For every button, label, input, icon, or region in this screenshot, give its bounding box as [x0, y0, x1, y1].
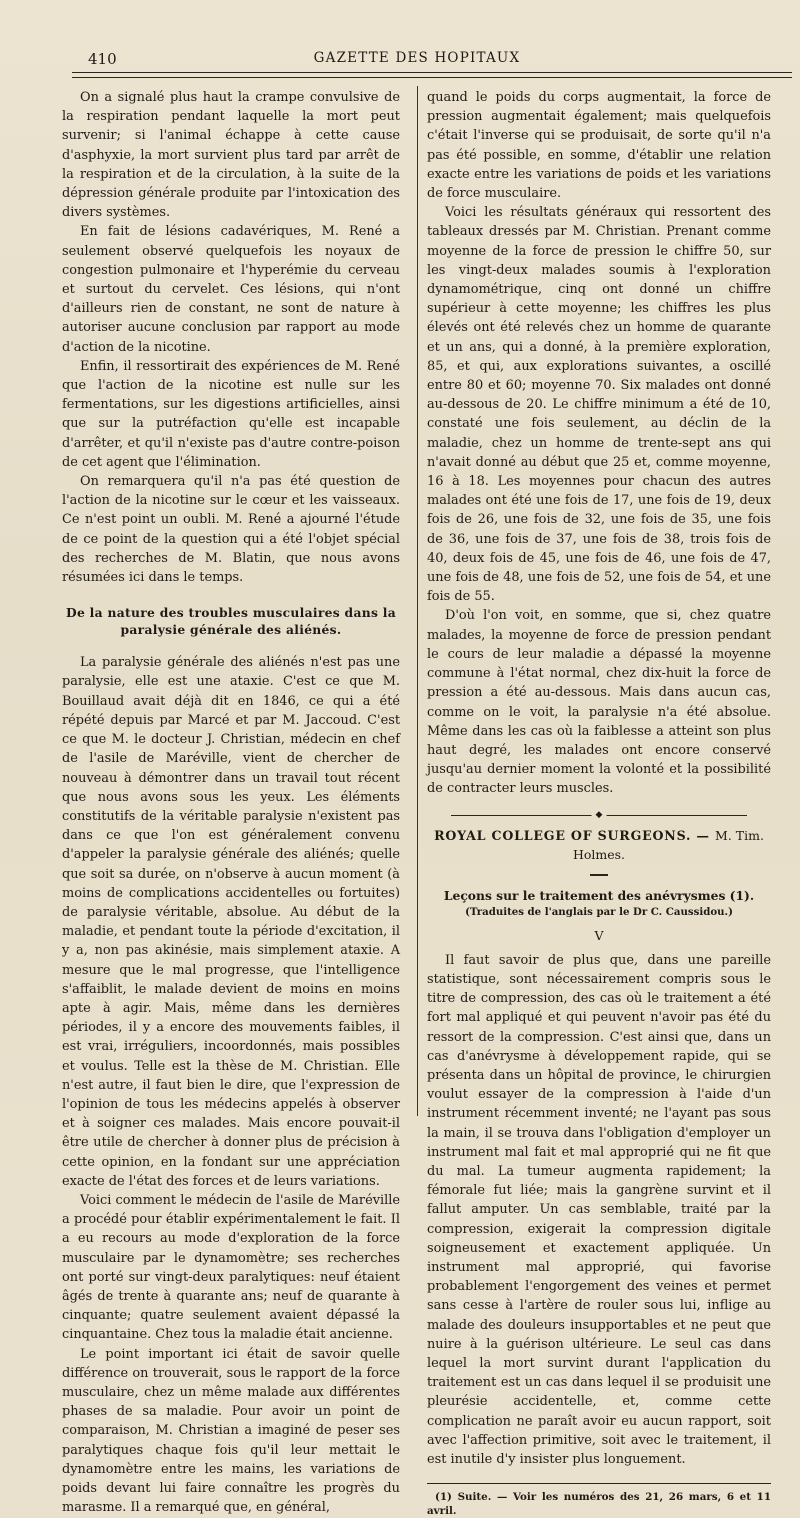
section-title: De la nature des troubles musculaires dans la paralysie générale des aliénés. — [66, 605, 396, 638]
paragraph: Voici les résultats généraux qui ressortent des tableaux dressés par M. Christian. Prenant comme moyenne de la force de pression le chiffre 50, sur les vingt-deux malades soumis à l'exploration dynamométrique, cinq ont donné un chiffre supérieur à cette moyenne; les chiffres les plus élevés ont été relevés chez un homme de quarante et un ans, qui a donné, à la première exploration, 85, et qui, aux explorations suivantes, a oscillé entre 80 et 60; moyenne 70. Six malades ont donné au-dessous de 20. Le chiffre minimum a été de 10, constaté une fois seulement, au déclin de la maladie, chez un homme de trente-sept ans qui n'avait donné au début que 25 et, comme moyenne, 16 à 18. Les moyennes pour chacun des autres malades ont été une fois de 17, une fois de 19, deux fois de 26, une fois de 32, une fois de 35, une fois de 36, une fois de 37, une fois de 38, trois fois de 40, deux fois de 45, une fois de 46, une fois de 47, une fois de 48, une fois de 52, une fois de 54, et une fois de 55. — [427, 205, 771, 605]
diamond-ornament-icon: ◆ — [592, 809, 607, 821]
short-divider — [590, 874, 608, 876]
footnote: (1) Suite. — Voir les numéros des 21, 26 mars, 6 et 11 avril. — [427, 1491, 771, 1518]
page-number: 410 — [88, 50, 117, 68]
college-heading: ROYAL COLLEGE OF SURGEONS. — — [434, 827, 710, 843]
footnote-rule — [427, 1483, 771, 1484]
paragraph: La paralysie générale des aliénés n'est pas une paralysie, elle est une ataxie. C'est ce que M. Bouillaud avait déjà dit en 1846, ce qui a été répété depuis par Marcé et par M. Jaccoud. C'est ce que M. le docteur J. Christian, médecin en chef de l'asile de Maréville, vient de chercher de nouveau à démontrer dans un travail tout récent que nous avons sous les yeux. Les éléments constitutifs de la véritable paralysie n'existent pas dans ce que l'on est généralement convenu d'appeler la paralysie générale des aliénés; quelle que soit sa durée, on n'observe à aucun moment (à moins de complications accidentelles ou fortuites) de paralysie véritable, absolue. Au début de la maladie, et pendant toute la période d'excitation, il y a, non pas akinésie, mais simplement ataxie. A mesure que le mal progresse, que l'intelligence s'affaiblit, le malade devient de moins en moins apte à agir. Mais, même dans les dernières périodes, il y a encore des mouvements faibles, il est vrai, irréguliers, incoordonnés, mais possibles et voulus. Telle est la thèse de M. Christian. Elle n'est autre, il faut bien le dire, que l'expression de l'opinion de tous les médecins appelés à observer et à soigner ces malades. Mais encore pouvait-il être utile de chercher à donner plus de précision à cette opinion, en la fondant sur une appréciation exacte de l'état des forces et de leurs variations. — [62, 655, 400, 1189]
paragraph: On remarquera qu'il n'a pas été question de l'action de la nicotine sur le cœur et les vaisseaux. Ce n'est point un oubli. M. René a ajourné l'étude de ce point de la question qui a été l'objet spécial des recherches de M. Blatin, que nous avons résumées ici dans le temps. — [62, 474, 400, 586]
left-column — [62, 88, 400, 1517]
page-header — [72, 46, 762, 68]
paragraph: Il faut savoir de plus que, dans une pareille statistique, sont nécessairement compris sous le titre de compression, des cas où le traitement a été fort mal appliqué et qui peuvent n'avoir pas été du ressort de la compression. C'est ainsi que, dans un cas d'anévrysme à développement rapide, qui se présenta dans un hôpital de province, le chirurgien voulut essayer de la compression à l'aide d'un instrument récemment inventé; ne l'ayant pas sous la main, il se trouva dans l'obligation d'employer un instrument mal fait et mal approprié qui ne fit que du mal. La tumeur augmenta rapidement; la fémorale fut liée; mais la gangrène survint et il fallut amputer. Un cas semblable, traité par la compression, exigerait la compression digitale soigneusement et exactement appliquée. Un instrument mal approprié, qui favorise probablement l'engorgement des veines et permet sans cesse à l'artère de rouler sous lui, inflige au malade des douleurs insupportables et ne peut que nuire à la guérison ultérieure. Le seul cas dans lequel la mort survint durant l'application du traitement est un cas dans lequel il se produisit une pleurésie accidentelle, et, comme cette complication ne paraît avoir eu aucun rapport, soit avec l'affection primitive, soit avec le traitement, il est inutile d'y insister plus longuement. — [427, 952, 771, 1467]
paragraph: Le point important ici était de savoir quelle différence on trouverait, sous le rapport de la force musculaire, chez un même malade aux différentes phases de sa maladie. Pour avoir un point de comparaison, M. Christian a imaginé de peser ses paralytiques chaque fois qu'il leur mettait le dynamomètre entre les mains, les variations de poids devant lui faire connaître les progrès du marasme. Il a remarqué que, en général, — [62, 1346, 400, 1516]
ornament-divider — [451, 809, 747, 820]
running-title: GAZETTE DES HOPITAUX — [313, 50, 521, 66]
lecture-number: V — [594, 927, 604, 943]
article-heading — [427, 826, 771, 864]
right-column — [427, 88, 771, 1518]
header-double-rule — [72, 72, 792, 78]
paragraph: Enfin, il ressortirait des expériences de M. René que l'action de la nicotine est nulle sur les fermentations, sur les digestions artificielles, ainsi que sur la putréfaction qu'elle est incapable d'arrêter, et qu'il n'existe pas d'autre contre-poison de cet agent que l'élimination. — [62, 358, 400, 470]
column-divider — [417, 86, 418, 1116]
paragraph: quand le poids du corps augmentait, la force de pression augmentait également; mais quelquefois c'était l'inverse qui se produisait, de sorte qu'il n'a pas été possible, en somme, d'établir une relation exacte entre les variations de poids et les variations de force musculaire. — [427, 90, 771, 202]
paragraph: On a signalé plus haut la crampe convulsive de la respiration pendant laquelle la mort peut survenir; si l'animal échappe à cette cause d'asphyxie, la mort survient plus tard par arrêt de la respiration et de la circulation, à la suite de la dépression générale produite par l'intoxication des divers systèmes. — [62, 90, 400, 221]
paragraph: En fait de lésions cadavériques, M. René a seulement observé quelquefois les noyaux de congestion pulmonaire et l'hyperémie du cerveau et surtout du cervelet. Ces lésions, qui n'ont d'ailleurs rien de constant, ne sont de nature à autoriser aucune conclusion par rapport au mode d'action de la nicotine. — [62, 224, 400, 355]
paragraph: D'où l'on voit, en somme, que si, chez quatre malades, la moyenne de force de pression pendant le cours de leur maladie a dépassé la moyenne commune à l'état normal, chez dix-huit la force de pression a été au-dessous. Mais dans aucun cas, comme on le voit, la paralysie n'a été absolue. Même dans les cas où la faiblesse a atteint son plus haut degré, les malades ont encore conservé jusqu'au dernier moment la volonté et la possibilité de contracter leurs muscles. — [427, 608, 771, 797]
article-author: M. Tim. Holmes. — [572, 827, 764, 862]
lecture-title: Leçons sur le traitement des anévrysmes (1). — [443, 887, 755, 903]
paragraph: Voici comment le médecin de l'asile de Maréville a procédé pour établir expérimentalement le fait. Il a eu recours au mode d'exploration de la force musculaire par le dynamomètre; ses recherches ont porté sur vingt-deux paralytiques: neuf étaient âgés de trente à quarante ans; neuf de quarante à cinquante; quatre seulement avaient dépassé la cinquantaine. Chez tous la maladie était ancienne. — [62, 1192, 400, 1343]
translation-note: (Traduites de l'anglais par le Dr C. Caussidou.) — [465, 905, 733, 918]
